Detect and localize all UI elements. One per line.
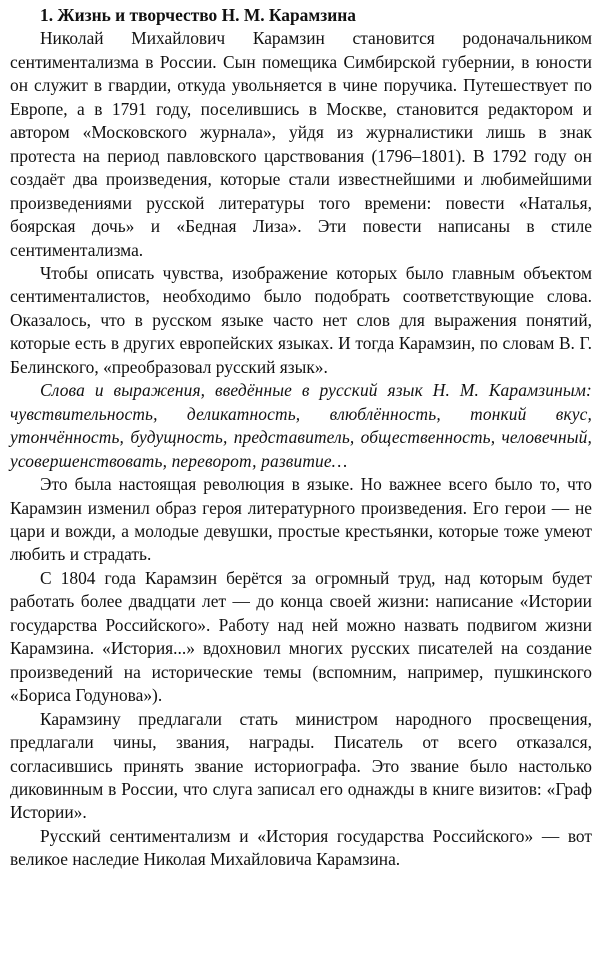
paragraph-historiographer: Карамзину предлагали стать министром народного просвещения, предлагали чины, звания, награды. Писатель от всего отказался, согласившись принять звание историографа. Это звание было настолько диковинным в России, что слуга записал его однажды в книге визитов: «Граф Истории». xyxy=(10,708,592,823)
text-page xyxy=(10,4,592,872)
paragraph-new-words: Слова и выражения, введённые в русский язык Н. М. Карамзиным: чувствительность, деликатность, влюблённость, тонкий вкус, утончённость, будущность, представитель, общественность, человечный, усовершенствовать, переворот, развитие… xyxy=(10,380,592,471)
section-title: 1. Жизнь и творчество Н. М. Карамзина xyxy=(40,5,356,25)
paragraph-revolution: Это была настоящая революция в языке. Но важнее всего было то, что Карамзин изменил образ героя литературного произведения. Его герои — не цари и вожди, а молодые девушки, простые крестьянки, которые тоже умеют любить и страдать. xyxy=(10,474,592,565)
paragraph-biography: Николай Михайлович Карамзин становится родоначальником сентиментализма в России. Сын помещика Симбирской губернии, в юности он служит в гвардии, откуда увольняется в чине поручика. Путешествует по Европе, а в 1791 году, поселившись в Москве, становится редактором и автором «Московского журнала», уйдя из журналистики лишь в знак протеста на период павловского царствования (1796–1801). В 1792 году он создаёт два произведения, которые стали известнейшими и любимейшими произведениями русской литературы того времени: повести «Наталья, боярская дочь» и «Бедная Лиза». Эти повести написаны в стиле сентиментализма. xyxy=(10,28,592,260)
paragraph-history: С 1804 года Карамзин берётся за огромный труд, над которым будет работать более двадцати лет — до конца своей жизни: написание «Истории государства Российского». Работу над ней можно назвать подвигом жизни Карамзина. «История...» вдохновил многих русских писателей на создание произведений на исторические темы (вспомним, например, пушкинского «Бориса Годунова»). xyxy=(10,567,592,706)
paragraph-legacy: Русский сентиментализм и «История государства Российского» — вот великое наследие Николая Михайловича Карамзина. xyxy=(10,825,592,870)
paragraph-language-reform: Чтобы описать чувства, изображение которых было главным объектом сентименталистов, необходимо было подобрать соответствующие слова. Оказалось, что в русском языке часто нет слов для выражения понятий, которые есть в других европейских языках. И тогда Карамзин, по словам В. Г. Белинского, «преобразовал русский язык». xyxy=(10,262,592,377)
